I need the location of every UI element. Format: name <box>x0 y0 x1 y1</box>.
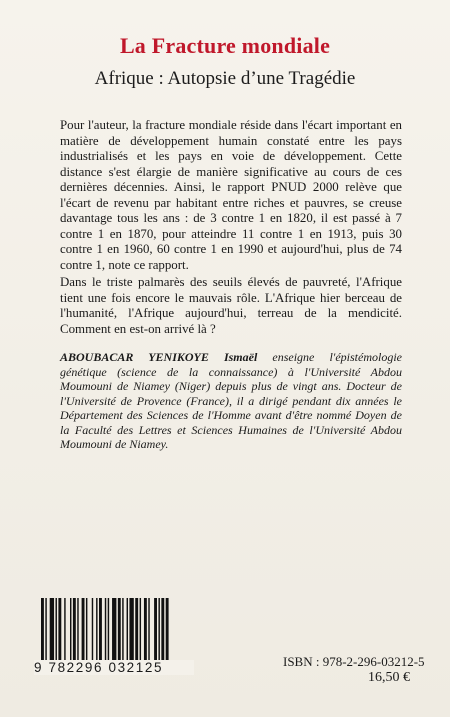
price: 16,50 € <box>368 670 410 685</box>
author-bio-text: enseigne l'épistémologie génétique (science de la connaissance) à l'Université Abdou Moumouni de Niamey (Niger) depuis plus de vingt ans. Docteur de l'Université de Provence (France), il a dirigé pendant dix années le Département des Sciences de l'Homme avant d'être nommé Doyen de la Faculté des Lettres et Sciences Humaines de l'Université Abdou Moumouni de Niamey. <box>60 350 402 451</box>
summary-text <box>60 118 402 337</box>
summary-paragraph-1: Pour l'auteur, la fracture mondiale réside dans l'écart important en matière de développement humain constaté entre les pays industrialisés et les pays en voie de développement. Cette distance s'est élargie de manière significative au cours de ces dernières décennies. Ainsi, le rapport PNUD 2000 relève que l'écart de revenu par habitant entre riches et pauvres, se creuse davantage tous les ans : de 3 contre 1 en 1820, il est passé à 7 contre 1 en 1870, pour atteindre 11 contre 1 en 1913, puis 30 contre 1 en 1960, 60 contre 1 en 1990 et aujourd'hui, plus de 74 contre 1, note ce rapport. <box>60 118 402 272</box>
author-name: ABOUBACAR YENIKOYE Ismaël <box>60 350 258 364</box>
book-title: La Fracture mondiale <box>119 33 331 58</box>
author-biography <box>60 350 402 452</box>
barcode-digits: 9 782296 032125 <box>34 660 194 675</box>
summary-paragraph-2: Dans le triste palmarès des seuils élevés de pauvreté, l'Afrique tient une fois encore le mauvais rôle. L'Afrique hier berceau de l'humanité, l'Afrique aujourd'hui, terreau de la mendicité. Comment en est-on arrivé là ? <box>60 275 402 336</box>
isbn: ISBN : 978-2-296-03212-5 <box>283 654 425 669</box>
barcode-bars <box>35 596 185 666</box>
book-subtitle: Afrique : Autopsie d’une Tragédie <box>94 68 356 89</box>
